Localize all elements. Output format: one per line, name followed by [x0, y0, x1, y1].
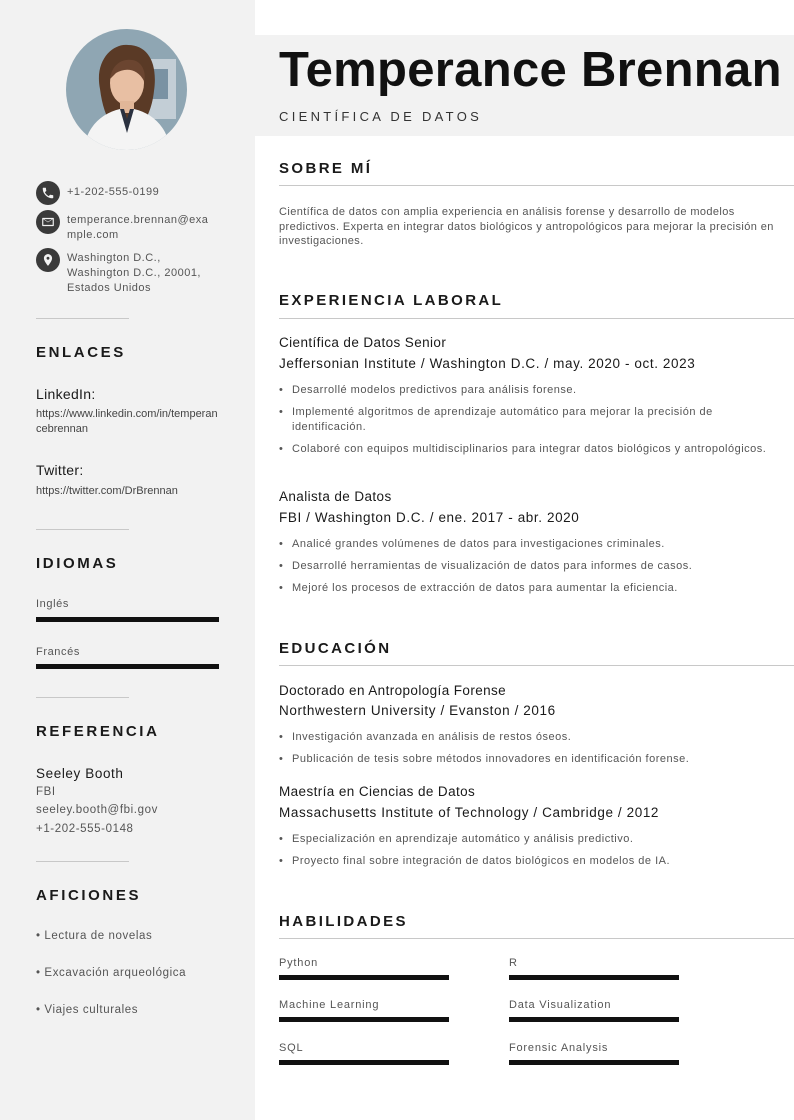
links-heading: ENLACES	[36, 344, 126, 361]
language-name: Francés	[36, 646, 80, 658]
full-name: Temperance Brennan	[279, 43, 782, 97]
twitter-label: Twitter:	[36, 462, 84, 478]
phone-text: +1-202-555-0199	[67, 186, 160, 198]
hobbies-heading: AFICIONES	[36, 887, 142, 904]
skill-level-bar	[509, 1017, 679, 1022]
section-rule	[279, 318, 794, 319]
skill-level-bar	[279, 1017, 449, 1022]
job-org-location-dates: FBI / Washington D.C. / ene. 2017 - abr. 2020	[279, 510, 580, 525]
degree-institution: Massachusetts Institute of Technology / Cambridge / 2012	[279, 805, 660, 820]
language-name: Inglés	[36, 598, 69, 610]
job-title-entry: Analista de Datos	[279, 489, 392, 504]
main-content	[255, 0, 794, 1120]
about-text: Científica de datos con amplia experiencia en análisis forense y desarrollo de modelos predictivos. Experta en integrar datos biológicos y antropológicos para mejorar la precisión en investigaciones.	[279, 206, 774, 247]
phone-icon	[36, 181, 60, 205]
education-heading: EDUCACIÓN	[279, 640, 392, 657]
skills-heading: HABILIDADES	[279, 913, 408, 930]
job-bullet: • Colaboré con equipos multidisciplinarios para integrar datos biológicos y antropológicos.	[279, 442, 769, 457]
profile-photo	[66, 29, 187, 150]
job-title: CIENTÍFICA DE DATOS	[279, 109, 483, 124]
twitter-link[interactable]: https://twitter.com/DrBrennan	[36, 485, 178, 497]
job-bullet: • Analicé grandes volúmenes de datos para investigaciones criminales.	[279, 537, 769, 552]
section-rule	[279, 185, 794, 186]
language-level-bar	[36, 617, 219, 622]
skill-name: Data Visualization	[509, 999, 612, 1011]
email-text[interactable]: temperance.brennan@example.com	[67, 214, 209, 241]
skill-name: Machine Learning	[279, 999, 380, 1011]
linkedin-link[interactable]: https://www.linkedin.com/in/temperancebrennan	[36, 408, 218, 435]
about-heading: SOBRE MÍ	[279, 160, 373, 177]
linkedin-label: LinkedIn:	[36, 386, 96, 402]
education-bullet: • Investigación avanzada en análisis de restos óseos.	[279, 730, 769, 745]
hobby-item: • Excavación arqueológica	[36, 967, 187, 979]
hobby-item: • Viajes culturales	[36, 1004, 139, 1016]
job-bullet: • Desarrollé modelos predictivos para análisis forense.	[279, 383, 769, 398]
sidebar-divider	[36, 529, 129, 530]
job-title-entry: Científica de Datos Senior	[279, 335, 447, 350]
skill-level-bar	[509, 975, 679, 980]
degree-title: Maestría en Ciencias de Datos	[279, 784, 476, 799]
education-bullet: • Publicación de tesis sobre métodos innovadores en identificación forense.	[279, 752, 769, 767]
education-bullet: • Proyecto final sobre integración de datos biológicos en modelos de IA.	[279, 854, 769, 869]
address-text: Washington D.C., Washington D.C., 20001, Estados Unidos	[67, 252, 201, 294]
education-bullet: • Especialización en aprendizaje automático y análisis predictivo.	[279, 832, 769, 847]
avatar	[66, 29, 187, 150]
skill-level-bar	[279, 975, 449, 980]
contact-email	[36, 210, 217, 243]
section-rule	[279, 938, 794, 939]
sidebar-divider	[36, 697, 129, 698]
skill-name: SQL	[279, 1042, 304, 1054]
sidebar	[0, 0, 255, 1120]
location-pin-icon	[36, 248, 60, 272]
skill-level-bar	[509, 1060, 679, 1065]
contact-phone	[36, 181, 217, 205]
skill-level-bar	[279, 1060, 449, 1065]
skill-name: R	[509, 957, 518, 969]
degree-institution: Northwestern University / Evanston / 2016	[279, 703, 556, 718]
reference-phone: +1-202-555-0148	[36, 823, 134, 835]
contact-address	[36, 248, 217, 296]
reference-org: FBI	[36, 786, 56, 798]
section-rule	[279, 665, 794, 666]
job-bullet: • Implementé algoritmos de aprendizaje automático para mejorar la precisión de identificación.	[279, 405, 769, 434]
language-level-bar	[36, 664, 219, 669]
job-bullet: • Desarrollé herramientas de visualización de datos para informes de casos.	[279, 559, 769, 574]
reference-heading: REFERENCIA	[36, 723, 160, 740]
hobby-item: • Lectura de novelas	[36, 930, 153, 942]
experience-heading: EXPERIENCIA LABORAL	[279, 292, 504, 309]
skill-name: Python	[279, 957, 319, 969]
reference-name: Seeley Booth	[36, 766, 124, 781]
job-org-location-dates: Jeffersonian Institute / Washington D.C. / may. 2020 - oct. 2023	[279, 356, 696, 371]
envelope-icon	[36, 210, 60, 234]
languages-heading: IDIOMAS	[36, 555, 119, 572]
skill-name: Forensic Analysis	[509, 1042, 609, 1054]
sidebar-divider	[36, 318, 129, 319]
job-bullet: • Mejoré los procesos de extracción de datos para aumentar la eficiencia.	[279, 581, 769, 596]
sidebar-divider	[36, 861, 129, 862]
reference-email[interactable]: seeley.booth@fbi.gov	[36, 804, 158, 816]
degree-title: Doctorado en Antropología Forense	[279, 683, 507, 698]
